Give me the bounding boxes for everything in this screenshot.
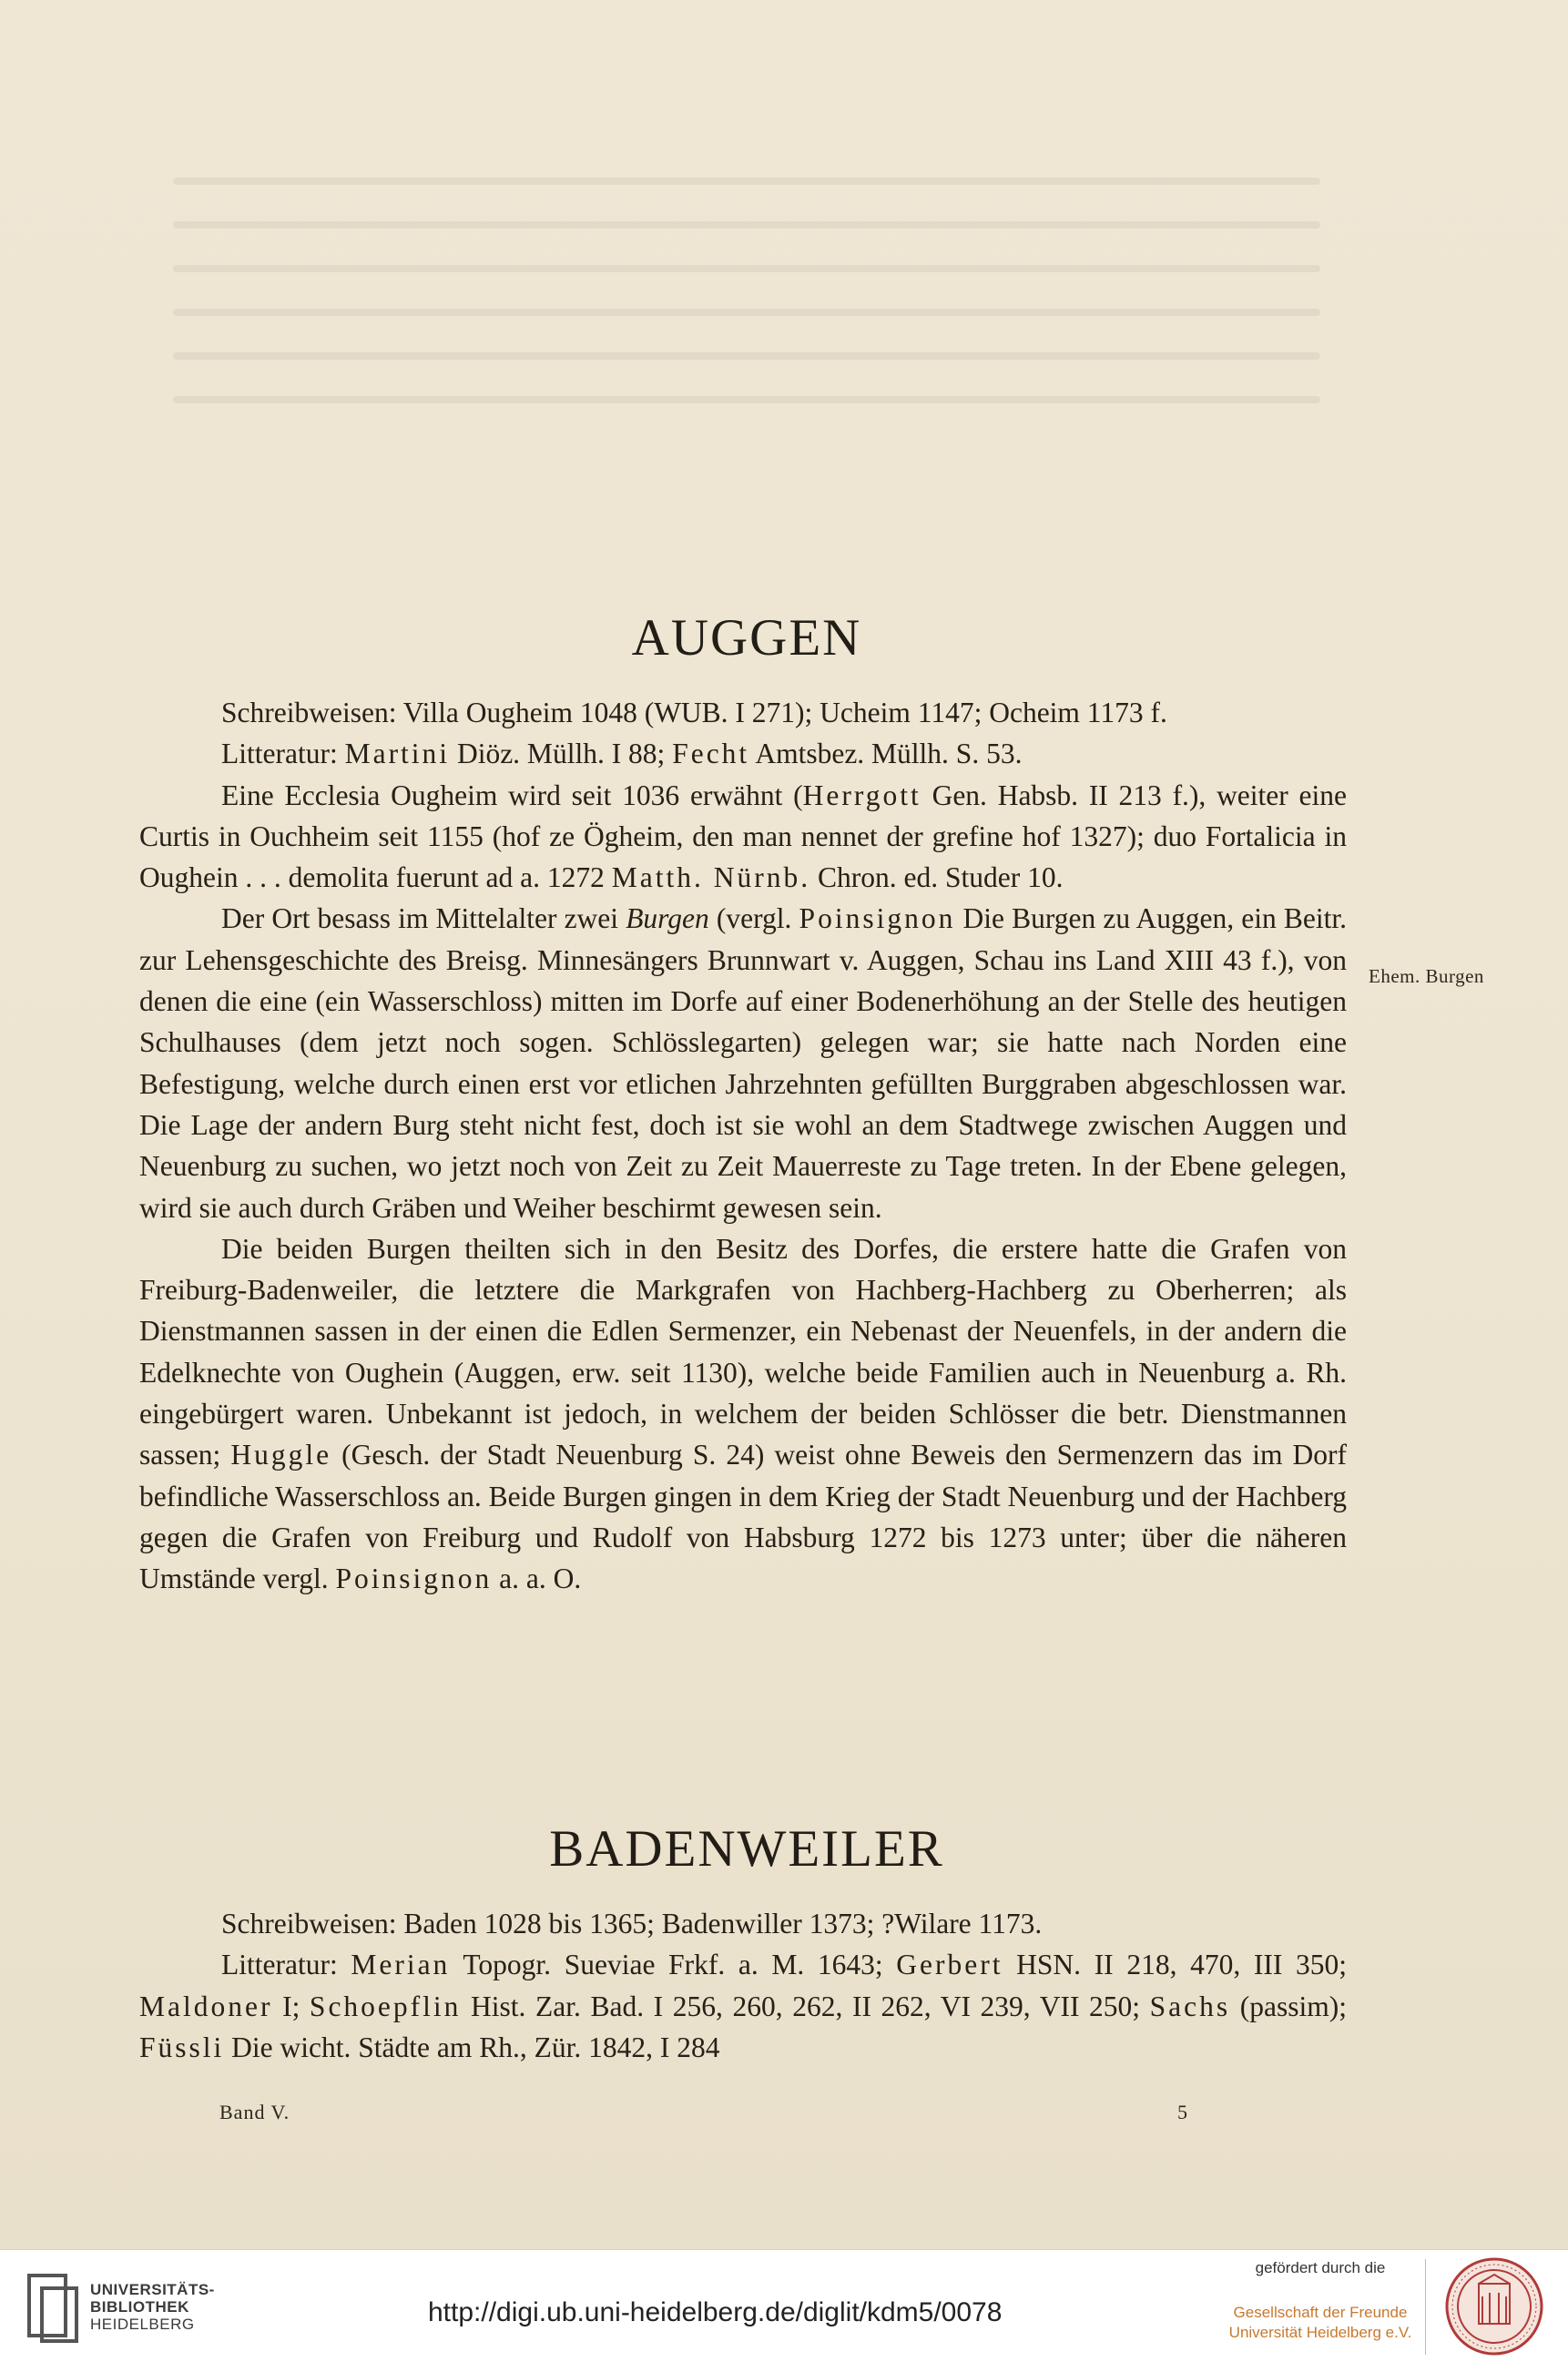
auggen-litteratur bbox=[139, 733, 1347, 774]
text-run: (passim); bbox=[1230, 1990, 1347, 2022]
university-seal-icon bbox=[1444, 2256, 1544, 2357]
text-run: Amtsbez. Müllh. S. 53. bbox=[749, 738, 1023, 770]
sponsor-label: gefördert durch die bbox=[1255, 2259, 1386, 2276]
section-heading-auggen: AUGGEN bbox=[631, 609, 862, 667]
library-name bbox=[90, 2281, 215, 2333]
permalink-url[interactable]: http://digi.ub.uni-heidelberg.de/diglit/kdm5/0078 bbox=[428, 2297, 1003, 2327]
text-run: Der Ort besass im Mittelalter zwei bbox=[221, 902, 626, 935]
library-name-line: HEIDELBERG bbox=[90, 2316, 195, 2333]
section-heading-badenweiler: BADENWEILER bbox=[549, 1820, 944, 1878]
text-run: Diöz. Müllh. I 88; bbox=[450, 738, 673, 770]
auggen-paragraph-burgen bbox=[139, 898, 1347, 1227]
author-name: Sachs bbox=[1149, 1990, 1231, 2022]
text-run: Die Burgen zu Auggen, ein Beitr. zur Lehensgeschichte des Breisg. Minnesängers Brunnwart v. Auggen, Schau ins Land XIII 43 f.), von denen die eine (ein Wasserschloss) mitten im Dorfe auf einer Bodenerhöhung an der Stelle des heutigen Schulhauses (dem jetzt noch sogen. Schlösslegarten) gelegen war; sie hatte nach Norden eine Befestigung, welche durch einen erst vor etlichen Jahrzehnten gefüllten Burggraben abgeschlossen war. Die Lage der andern Burg steht nicht fest, doch ist sie wohl an dem Stadtwege zwischen Auggen und Neuenburg zu suchen, wo jetzt noch von Zeit zu Zeit Mauerreste zu Tage treten. In der Ebene gelegen, wird sie auch durch Gräben und Weiher beschirmt gewesen sein. bbox=[139, 902, 1347, 1224]
library-name-line: BIBLIOTHEK bbox=[90, 2298, 189, 2316]
page-number: 5 bbox=[1177, 2101, 1188, 2123]
author-name: Füssli bbox=[139, 2031, 225, 2063]
library-logo-icon bbox=[27, 2270, 80, 2343]
text-run: Die beiden Burgen theilten sich in den Besitz des Dorfes, die erstere hatte die Grafen von Freiburg-Badenweiler, die letztere die Markgrafen von Hachberg-Hachberg zu Oberherren; als Dienstmannen sassen in der einen die Edlen Sermenzer, ein Nebenast der Neuenfels, in der andern die Edelknechte von Oughein (Auggen, erw. seit 1130), welche beide Familien auch in Neuenburg a. Rh. eingebürgert waren. Unbekannt ist jedoch, in welchem der beiden Schlösser die betr. Dienstmannen sassen; bbox=[139, 1232, 1347, 1471]
author-name: Poinsignon bbox=[335, 1563, 493, 1595]
text-run: Die wicht. Städte am Rh., Zür. 1842, I 284 bbox=[224, 2031, 720, 2063]
digitization-footer-bar bbox=[0, 2249, 1568, 2362]
text-run: (Gesch. der Stadt Neuenburg S. 24) weist ohne Beweis den Sermenzern das im Dorf befindliche Wasserschloss an. Beide Burgen gingen in dem Krieg der Stadt Neuenburg und der Hachberg gegen die Grafen von Freiburg und Rudolf von Habsburg 1272 bis 1273 unter; über die näheren Umstände vergl. bbox=[139, 1439, 1348, 1595]
library-name-line: UNIVERSITÄTS- bbox=[90, 2281, 215, 2298]
volume-label: Band V. bbox=[219, 2101, 290, 2123]
text-run: Schreibweisen: Baden 1028 bis 1365; Badenwiller 1373; ?Wilare 1173. bbox=[221, 1908, 1043, 1939]
sponsor-org-line: Universität Heidelberg e.V. bbox=[1228, 2324, 1412, 2341]
sponsor-block bbox=[1211, 2259, 1430, 2343]
text-run: (vergl. bbox=[708, 902, 799, 935]
text-run: HSN. II 218, 470, III 350; bbox=[1003, 1949, 1347, 1981]
text-run: Litteratur: bbox=[221, 738, 345, 770]
italic-term: Burgen bbox=[626, 902, 709, 935]
auggen-paragraph-besitz bbox=[139, 1228, 1347, 1600]
author-name: Schoepflin bbox=[309, 1990, 462, 2022]
author-name: Gerbert bbox=[896, 1949, 1003, 1981]
author-name: Maldoner bbox=[139, 1990, 273, 2022]
text-run: Eine Ecclesia Ougheim wird seit 1036 erwähnt ( bbox=[221, 779, 803, 811]
author-name: Poinsignon bbox=[799, 902, 956, 935]
text-run: a. a. O. bbox=[492, 1563, 582, 1595]
badenweiler-text-block bbox=[139, 1903, 1347, 2068]
auggen-paragraph-ecclesia bbox=[139, 775, 1347, 899]
text-run: Schreibweisen: Villa Ougheim 1048 (WUB. I 271); Ucheim 1147; Ocheim 1173 f. bbox=[221, 697, 1167, 728]
text-run: Hist. Zar. Bad. I 256, 260, 262, II 262, VI 239, VII 250; bbox=[461, 1990, 1150, 2022]
badenweiler-litteratur bbox=[139, 1944, 1347, 2068]
sponsor-org-line: Gesellschaft der Freunde bbox=[1233, 2304, 1408, 2321]
author-name: Herrgott bbox=[802, 779, 921, 811]
author-name: Fecht bbox=[672, 738, 750, 770]
divider bbox=[1425, 2259, 1426, 2355]
sponsor-org bbox=[1211, 2303, 1430, 2343]
text-run: Topogr. Sueviae Frkf. a. M. 1643; bbox=[450, 1949, 897, 1981]
author-name: Martini bbox=[344, 738, 451, 770]
author-name: Huggle bbox=[230, 1439, 332, 1471]
text-run: Gen. Habsb. II 213 f.), weiter eine Curtis in Ouchheim seit 1155 (hof ze Ögheim, den man nennet der grefine hof 1327); duo Fortalicia in Oughein . . . demolita fuerunt ad a. 1272 bbox=[139, 779, 1347, 894]
bleed-through-text bbox=[173, 178, 1320, 469]
author-name: Merian bbox=[351, 1949, 451, 1981]
badenweiler-schreibweisen bbox=[139, 1903, 1347, 1944]
text-run: Litteratur: bbox=[221, 1949, 351, 1981]
author-name: Matth. Nürnb. bbox=[611, 861, 811, 894]
auggen-schreibweisen bbox=[139, 692, 1347, 733]
text-run: I; bbox=[272, 1990, 310, 2022]
auggen-text-block bbox=[139, 692, 1347, 1600]
text-run: Chron. ed. Studer 10. bbox=[810, 861, 1064, 894]
margin-note: Ehem. Burgen bbox=[1369, 965, 1484, 987]
